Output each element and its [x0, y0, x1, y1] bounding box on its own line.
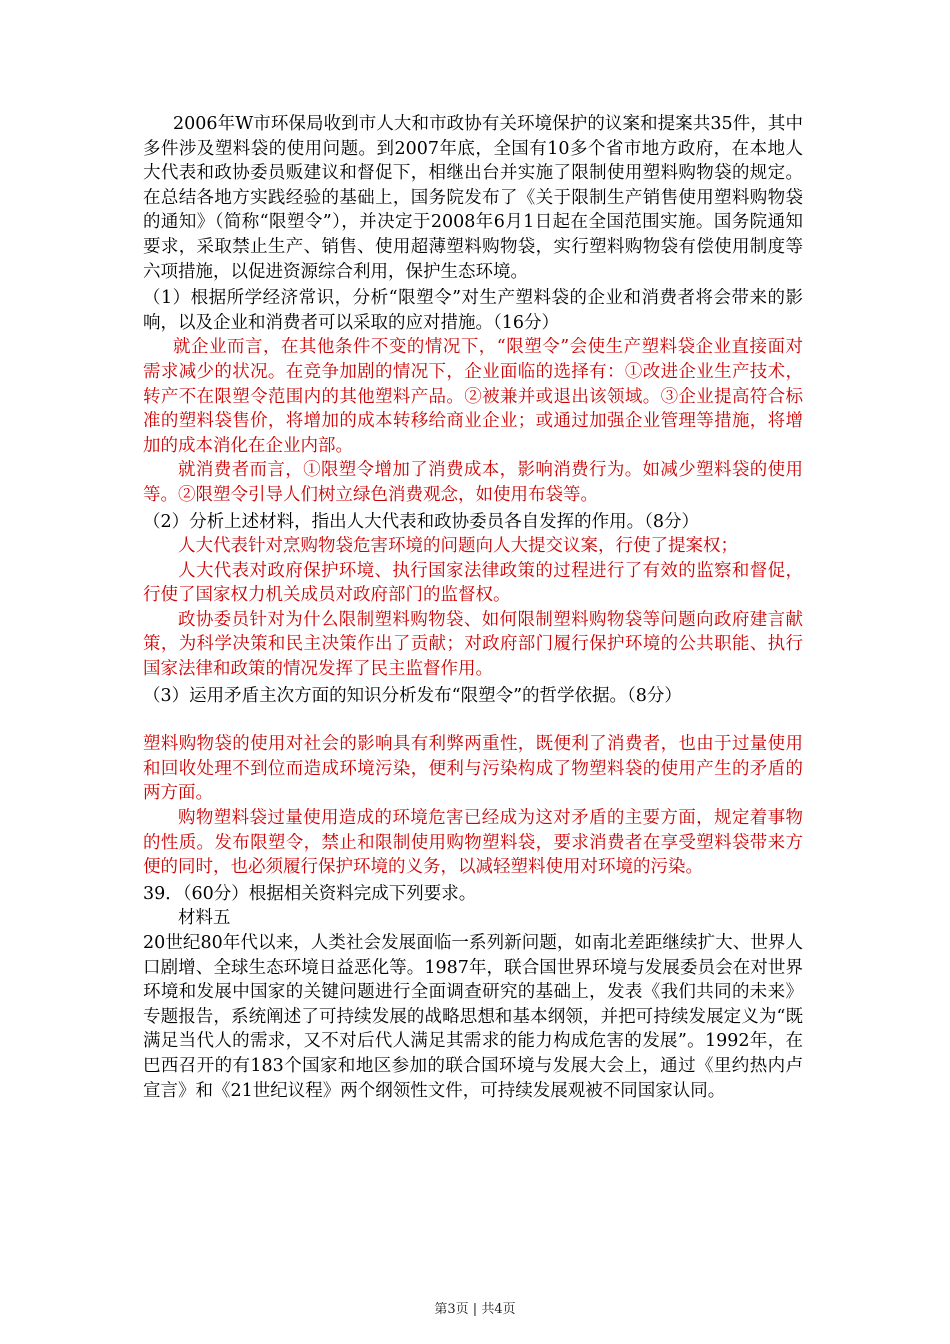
question-1: （1）根据所学经济常识，分析“限塑令”对生产塑料袋的企业和消费者将会带来的影响，以及企业和消费者可以采取的应对措施。（16分）: [143, 288, 803, 333]
question-3: （3）运用矛盾主次方面的知识分析发布“限塑令”的哲学依据。（8分）: [143, 685, 682, 706]
material-text: 20世纪80年代以来，人类社会发展面临一系列新问题，如南北差距继续扩大、世界人口剧增、全球生态环境日益恶化等。1987年，联合国世界环境与发展委员会在对世界环境和发展中国家的关键问题进行全面调查研究的基础上，发表《我们共同的未来》专题报告，系统阐述了可持续发展的战略思想和基本纲领，并把可持续发展定义为“既满足当代人的需求，又不对后代人满足其需求的能力构成危害的发展”。1992年，在巴西召开的有183个国家和地区参加的联合国环境与发展大会上，通过《里约热内卢宣言》和《21世纪议程》两个纲领性文件，可持续发展观被不同国家认同。: [143, 933, 803, 1101]
answer-1-consumer: 就消费者而言，①限塑令增加了消费成本，影响消费行为。如减少塑料袋的使用等。②限塑令引导人们树立绿色消费观念，如使用布袋等。: [143, 460, 803, 505]
answer-2-part-2: 人大代表对政府保护环境、执行国家法律政策的过程进行了有效的监察和督促，行使了国家权力机关成员对政府部门的监督权。: [143, 560, 803, 606]
answer-3-part-1: 塑料购物袋的使用对社会的影响具有利弊两重性，既便利了消费者，也由于过量使用和回收处理不到位而造成环境污染，便利与污染构成了物塑料袋的使用产生的矛盾的两方面。: [143, 734, 803, 804]
answer-2-part-1: 人大代表针对烹购物袋危害环境的问题向人大提交议案，行使了提案权；: [178, 536, 738, 557]
answer-3-part-2: 购物塑料袋过量使用造成的环境危害已经成为这对矛盾的主要方面，规定着事物的性质。发布限塑令，禁止和限制使用购物塑料袋，要求消费者在享受塑料袋带来方便的同时，也必须履行保护环境的义务，以减轻塑料使用对环境的污染。: [143, 808, 803, 878]
page-footer: 第3页 | 共4页: [434, 1302, 516, 1317]
answer-2-part-3: 政协委员针对为什么限制塑料购物袋、如何限制塑料购物袋等问题向政府建言献策，为科学决策和民主决策作出了贡献；对政府部门履行保护环境的公共职能、执行国家法律和政策的情况发挥了民主监督作用。: [143, 609, 803, 680]
question-2: （2）分析上述材料，指出人大代表和政协委员各自发挥的作用。（8分）: [143, 511, 700, 532]
intro-paragraph: 2006年W市环保局收到市人大和市政协有关环境保护的议案和提案共35件，其中多件涉及塑料袋的使用问题。到2007年底，全国有10多个省市地方政府，在本地人大代表和政协委员贩建议和督促下，相继出台并实施了限制使用塑料购物袋的规定。在总结各地方实践经验的基础上，国务院发布了《关于限制生产销售使用塑料购物袋的通知》（简称“限塑令”），并决定于2008年6月1日起在全国范围实施。国务院通知要求，采取禁止生产、销售、使用超薄塑料购物袋，实行塑料购物袋有偿使用制度等六项措施，以促进资源综合利用，保护生态环境。: [143, 114, 803, 282]
question-39: 39．（60分）根据相关资料完成下列要求。: [143, 883, 477, 904]
document-page: [143, 112, 803, 1103]
material-label: 材料五: [178, 908, 231, 929]
answer-1-enterprise: 就企业而言，在其他条件不变的情况下，“限塑令”会使生产塑料袋企业直接面对需求减少的状况。在竞争加剧的情况下，企业面临的选择有：①改进企业生产技术，转产不在限塑令范围内的其他塑料产品。②被兼并或退出该领域。③企业提高符合标准的塑料袋售价，将增加的成本转移给商业企业；或通过加强企业管理等措施，将增加的成本消化在企业内部。: [143, 337, 803, 456]
blank-line: [143, 708, 803, 732]
